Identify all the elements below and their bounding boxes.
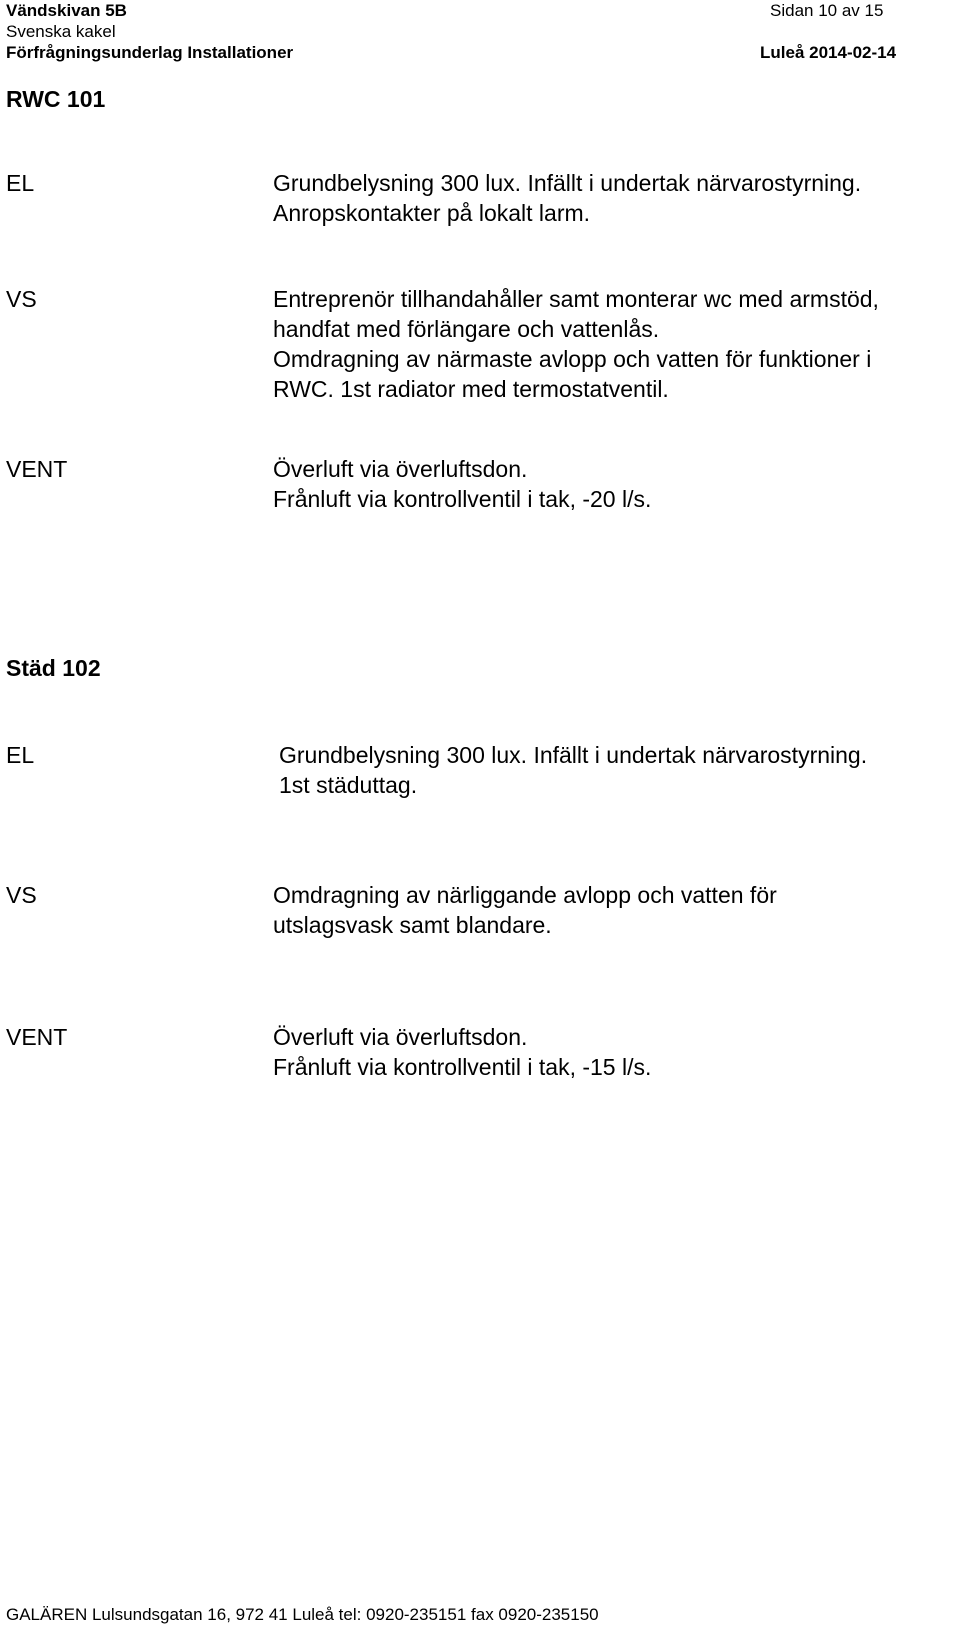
section-title-rwc-101: RWC 101	[6, 86, 106, 112]
row-line: Anropskontakter på lokalt larm.	[273, 200, 591, 226]
row-text-vent	[273, 1022, 651, 1082]
row-line: Grundbelysning 300 lux. Infällt i undertak närvarostyrning.	[273, 170, 862, 196]
row-line: Omdragning av närliggande avlopp och vatten för	[273, 882, 777, 908]
row-label-el: EL	[6, 742, 35, 768]
row-line: Överluft via överluftsdon.	[273, 1024, 528, 1050]
row-text-el	[273, 168, 861, 228]
page-header	[6, 0, 293, 63]
page-number: Sidan 10 av 15	[770, 1, 884, 20]
row-label-vs: VS	[6, 286, 37, 312]
row-text-vent	[273, 454, 651, 514]
row-label-vent: VENT	[6, 1024, 68, 1050]
place-date: Luleå 2014-02-14	[760, 43, 897, 62]
row-label-vs: VS	[6, 882, 37, 908]
row-text-el	[279, 740, 867, 800]
row-label-el: EL	[6, 170, 35, 196]
row-line: 1st städuttag.	[279, 772, 418, 798]
row-line: handfat med förlängare och vattenlås.	[273, 316, 660, 342]
row-text-vs	[273, 880, 777, 940]
row-line: Frånluft via kontrollventil i tak, -15 l/s.	[273, 1054, 652, 1080]
row-line: Överluft via överluftsdon.	[273, 456, 528, 482]
section-title-stad-102: Städ 102	[6, 655, 101, 681]
row-line: Frånluft via kontrollventil i tak, -20 l/s.	[273, 486, 652, 512]
row-line: Entreprenör tillhandahåller samt monterar wc med armstöd,	[273, 286, 879, 312]
row-label-vent: VENT	[6, 456, 68, 482]
company-name: Svenska kakel	[6, 22, 116, 41]
document-name: Förfrågningsunderlag Installationer	[6, 43, 294, 62]
row-text-vs	[273, 284, 879, 404]
page-footer: GALÄREN Lulsundsgatan 16, 972 41 Luleå tel: 0920-235151 fax 0920-235150	[6, 1605, 599, 1624]
row-line: Omdragning av närmaste avlopp och vatten för funktioner i	[273, 346, 872, 372]
row-line: RWC. 1st radiator med termostatventil.	[273, 376, 669, 402]
row-line: Grundbelysning 300 lux. Infällt i undertak närvarostyrning.	[279, 742, 868, 768]
row-line: utslagsvask samt blandare.	[273, 912, 552, 938]
project-name: Vändskivan 5B	[6, 1, 127, 20]
